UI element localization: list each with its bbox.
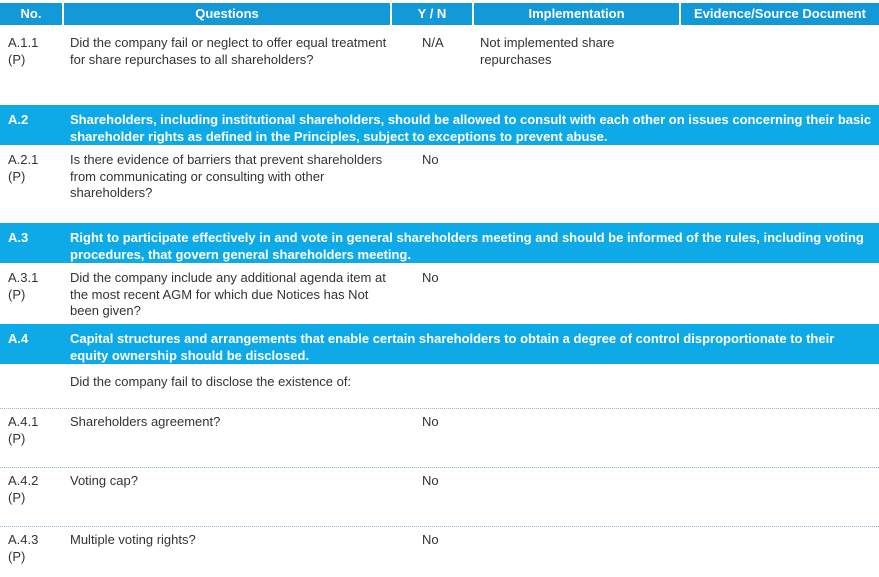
row-question: Voting cap? <box>70 473 138 488</box>
section-text: Capital structures and arrangements that enable certain shareholders to obtain a degree of control disproportionate to their equity ownership should be disclosed. <box>70 331 835 363</box>
header-yn: Y / N <box>392 3 472 25</box>
section-text: Right to participate effectively in and vote in general shareholders meeting and should be informed of the rules, including voting procedures, that govern general shareholders meeting. <box>70 230 864 262</box>
row-implementation: Not implemented share repurchases <box>480 35 615 67</box>
section-band <box>0 105 879 145</box>
row-yn: No <box>422 270 439 285</box>
row-question: Did the company fail to disclose the existence of: <box>70 374 352 389</box>
row-id: A.4.2 <box>8 473 39 488</box>
row-question: Is there evidence of barriers that prevent shareholders from communicating or consulting with other shareholders? <box>70 152 383 200</box>
row-id: A.3.1 <box>8 270 39 285</box>
row-number <box>8 414 63 447</box>
row-divider <box>0 526 879 527</box>
section-id: A.3 <box>8 230 29 245</box>
header-questions: Questions <box>64 3 390 25</box>
row-number <box>8 473 63 506</box>
row-yn: No <box>422 473 439 488</box>
row-tag: (P) <box>8 286 26 302</box>
row-number <box>8 35 63 68</box>
row-id: A.1.1 <box>8 35 39 50</box>
header-no: No. <box>0 3 62 25</box>
header-evidence: Evidence/Source Document <box>681 3 879 25</box>
row-yn: N/A <box>422 35 444 50</box>
row-tag: (P) <box>8 51 26 67</box>
row-tag: (P) <box>8 430 26 446</box>
row-number <box>8 270 63 303</box>
row-yn: No <box>422 532 439 547</box>
row-id: A.2.1 <box>8 152 39 167</box>
row-yn: No <box>422 414 439 429</box>
row-divider <box>0 408 879 409</box>
row-id: A.4.1 <box>8 414 39 429</box>
section-id: A.2 <box>8 112 29 127</box>
row-yn: No <box>422 152 439 167</box>
row-tag: (P) <box>8 548 26 564</box>
row-question: Shareholders agreement? <box>70 414 221 429</box>
row-tag: (P) <box>8 168 26 184</box>
row-number <box>8 152 63 185</box>
row-question: Did the company include any additional agenda item at the most recent AGM for which due Notices has Not been given? <box>70 270 386 318</box>
row-number <box>8 532 63 565</box>
row-id: A.4.3 <box>8 532 39 547</box>
header-implementation: Implementation <box>474 3 679 25</box>
row-divider <box>0 467 879 468</box>
row-question: Multiple voting rights? <box>70 532 196 547</box>
section-band <box>0 223 879 263</box>
section-text: Shareholders, including institutional shareholders, should be allowed to consult with each other on issues concerning their basic shareholder rights as defined in the Principles, subject to exceptions to prevent abuse. <box>70 112 872 144</box>
row-tag: (P) <box>8 489 26 505</box>
row-question: Did the company fail or neglect to offer equal treatment for share repurchases to all shareholders? <box>70 35 387 67</box>
section-band <box>0 324 879 364</box>
section-id: A.4 <box>8 331 29 346</box>
